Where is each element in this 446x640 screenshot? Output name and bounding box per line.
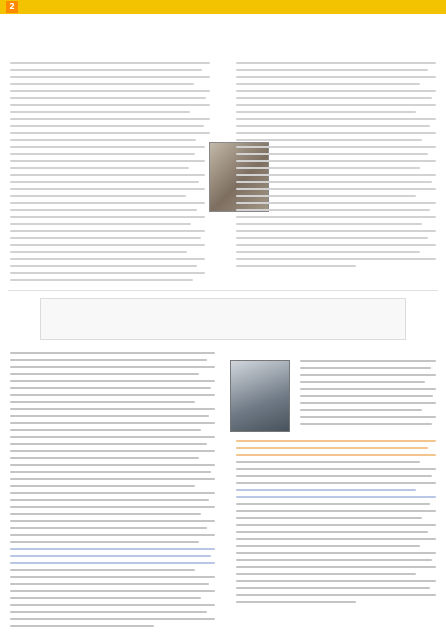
article1-right-column (236, 62, 436, 272)
article1-left-column (10, 62, 210, 146)
header-bar (0, 0, 446, 14)
article2-photo (230, 360, 290, 432)
article1-left-column-lower (10, 146, 205, 286)
article2-left-column (10, 352, 215, 632)
article2-right-column-top (300, 360, 436, 430)
article-divider (8, 290, 438, 291)
page-number: 2 (6, 1, 18, 13)
article2-right-column (236, 440, 436, 608)
article2-banner (40, 298, 406, 340)
